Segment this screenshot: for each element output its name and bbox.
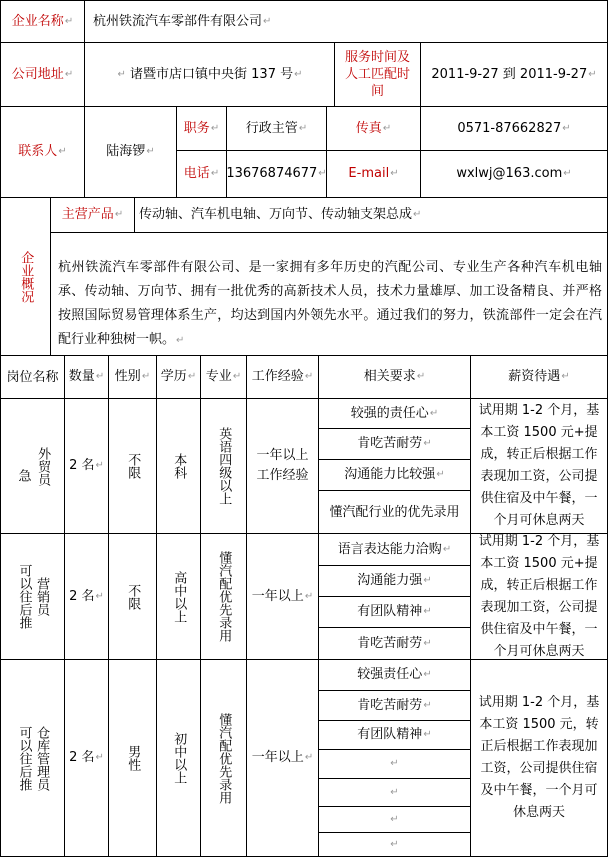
return-arrow-icon: ↵ — [141, 371, 151, 383]
value-text: 本科 — [171, 453, 187, 479]
job-experience — [247, 534, 318, 659]
return-arrow-icon: ↵ — [58, 146, 67, 158]
contact-name — [85, 107, 176, 197]
return-arrow-icon: ↵ — [187, 371, 197, 383]
label-text: 联系人 — [18, 144, 58, 160]
header-salary — [471, 356, 607, 398]
return-arrow-icon: ↵ — [382, 122, 392, 134]
label-text: 传真 — [355, 120, 382, 136]
value-text: 懂汽配优先录用 — [216, 712, 232, 804]
return-arrow-icon: ↵ — [390, 168, 399, 180]
value-text: 杭州铁流汽车零部件有限公司 — [93, 13, 263, 29]
value-text: wxlwj@163.com — [456, 166, 563, 182]
address-value — [85, 43, 334, 106]
job-experience — [247, 399, 318, 533]
job-title-cell — [1, 660, 64, 856]
job-requirement-empty — [319, 807, 470, 832]
value-text: 陆海锣 — [106, 144, 146, 160]
value-text: 0571-87662827 — [457, 120, 562, 136]
service-time-value — [421, 43, 607, 106]
job-title: 外贸员 — [35, 446, 51, 486]
return-arrow-icon: ↵ — [563, 168, 572, 180]
job-requirement — [319, 597, 470, 627]
job-title-note: 可以往后推 — [16, 725, 32, 791]
return-arrow-icon: ↵ — [423, 699, 432, 711]
job-requirement — [319, 491, 470, 533]
value-text: 2 名 — [69, 458, 95, 474]
job-requirement — [319, 566, 470, 596]
return-arrow-icon: ↵ — [390, 838, 399, 850]
value-text: 男性 — [125, 745, 141, 771]
header-education — [157, 356, 200, 398]
company-name-value — [85, 1, 607, 42]
phone-label — [177, 151, 226, 197]
return-arrow-icon: ↵ — [95, 371, 105, 383]
return-arrow-icon: ↵ — [588, 68, 597, 80]
job-major — [201, 660, 246, 856]
value-text: 初中以上 — [171, 732, 187, 784]
job-major — [201, 399, 246, 533]
job-salary — [471, 399, 607, 533]
return-arrow-icon: ↵ — [146, 146, 155, 158]
job-count — [65, 660, 108, 856]
job-salary — [471, 660, 607, 856]
requirement-text: 有团队精神 — [357, 727, 423, 743]
fax-value — [421, 107, 607, 150]
value-text: 13676874677 — [226, 166, 318, 182]
return-arrow-icon: ↵ — [390, 758, 399, 770]
value-text: 一年以上 — [251, 750, 304, 766]
products-label — [51, 198, 134, 232]
header-text: 专业 — [205, 369, 232, 385]
job-major — [201, 534, 246, 659]
value-text: 一年以上工作经验 — [256, 448, 309, 483]
return-arrow-icon: ↵ — [416, 371, 426, 383]
requirement-text: 懂汽配行业的优先录用 — [329, 504, 460, 520]
value-text: 懂汽配优先录用 — [216, 551, 232, 642]
header-text: 岗位名称 — [6, 369, 59, 385]
label-text: 主营产品 — [61, 207, 114, 223]
return-arrow-icon: ↵ — [423, 438, 432, 450]
return-arrow-icon: ↵ — [423, 669, 432, 681]
return-arrow-icon: ↵ — [442, 543, 452, 555]
return-arrow-icon: ↵ — [429, 407, 439, 419]
value-text: 一年以上 — [251, 588, 304, 604]
return-arrow-icon: ↵ — [304, 371, 314, 383]
requirement-text: 沟通能力比较强 — [344, 467, 436, 483]
return-arrow-icon: ↵ — [413, 209, 422, 221]
header-text: 薪资待遇 — [508, 369, 561, 385]
job-experience — [247, 660, 318, 856]
value-text: 传动轴、汽车机电轴、万向节、传动轴支架总成 — [139, 207, 413, 223]
return-arrow-icon: ↵ — [423, 606, 432, 618]
job-education — [157, 660, 200, 856]
job-title-cell — [1, 534, 64, 659]
value-text: 不限 — [125, 583, 141, 610]
job-title-note: 可以往后推 — [16, 564, 32, 629]
contact-label — [1, 107, 84, 197]
return-arrow-icon: ↵ — [117, 68, 126, 80]
label-text: 电话 — [183, 166, 210, 182]
overview-label — [1, 198, 50, 355]
return-arrow-icon: ↵ — [95, 460, 104, 472]
job-requirement — [319, 660, 470, 690]
header-text: 相关要求 — [363, 369, 416, 385]
value-text: 试用期 1-2 个月，基本工资 1500 元+提成，转正后根据工作表现加工资，公司提供住宿及中午餐，一个月可休息两天 — [478, 533, 600, 659]
value-text: 高中以上 — [171, 570, 187, 623]
return-arrow-icon: ↵ — [423, 729, 432, 741]
return-arrow-icon: ↵ — [95, 590, 104, 602]
label-text: 职务 — [183, 120, 210, 136]
value-text: 2011-9-27 到 2011-9-27 — [431, 66, 588, 82]
return-arrow-icon: ↵ — [232, 371, 242, 383]
fax-label — [327, 107, 420, 150]
requirement-text: 肯吃苦耐劳 — [357, 436, 423, 452]
products-value — [135, 198, 607, 232]
job-requirement — [319, 628, 470, 659]
return-arrow-icon: ↵ — [64, 68, 74, 80]
return-arrow-icon: ↵ — [114, 209, 124, 221]
requirement-text: 较强责任心 — [357, 667, 423, 683]
requirement-text: 肯吃苦耐劳 — [357, 697, 423, 713]
value-text: 行政主管 — [245, 120, 298, 136]
return-arrow-icon: ↵ — [562, 122, 571, 134]
job-requirement-empty — [319, 833, 470, 856]
return-arrow-icon: ↵ — [210, 168, 220, 180]
value-text: 试用期 1-2 个月，基本工资 1500 元，转正后根据工作表现加工资，公司提供住宿及中午餐，一个月可休息两天 — [478, 695, 600, 820]
value-text: 2 名 — [69, 750, 95, 766]
return-arrow-icon: ↵ — [64, 15, 74, 27]
header-job-title — [1, 356, 64, 398]
email-value — [421, 151, 607, 197]
return-arrow-icon: ↵ — [298, 122, 308, 134]
return-arrow-icon: ↵ — [390, 786, 399, 798]
value-text: 诸暨市店口镇中央街 137 号 — [130, 66, 294, 82]
label-text: 企业名称 — [11, 13, 64, 29]
return-arrow-icon: ↵ — [423, 637, 432, 649]
job-title-cell — [1, 399, 64, 533]
phone-value — [227, 151, 326, 197]
job-title: 仓库管理员 — [34, 725, 50, 791]
return-arrow-icon: ↵ — [210, 122, 220, 134]
value-text: 英语四级以上 — [216, 427, 232, 505]
return-arrow-icon: ↵ — [436, 469, 445, 481]
header-text: 数量 — [68, 369, 95, 385]
job-education — [157, 534, 200, 659]
position-label — [177, 107, 226, 150]
job-requirement — [319, 460, 470, 490]
job-title-note: 急 — [15, 468, 31, 482]
return-arrow-icon: ↵ — [561, 371, 570, 383]
job-gender — [109, 534, 156, 659]
value-text: 不限 — [125, 453, 141, 479]
job-gender — [109, 660, 156, 856]
header-text: 学历 — [160, 369, 187, 385]
description-text: 杭州铁流汽车零部件有限公司、是一家拥有多年历史的汽配公司、专业生产各种汽车机电轴承、传动轴、万向节、拥有一批优秀的高新技术人员，技术力量雄厚、加工设备精良、并严格按照国际贸易管理体系生产，均达到国内外领先水平。通过我们的努力，铁流部件一定会在汽配行业种独树一帜。 — [58, 260, 602, 347]
value-text: 2 名 — [69, 588, 95, 604]
header-experience — [247, 356, 318, 398]
job-education — [157, 399, 200, 533]
email-label — [327, 151, 420, 197]
value-text: 试用期 1-2 个月，基本工资 1500 元+提成，转正后根据工作表现加工资，公司提供住宿及中午餐，一个月可休息两天 — [478, 403, 600, 528]
return-arrow-icon: ↵ — [390, 813, 399, 825]
requirement-text: 沟通能力强 — [357, 573, 423, 589]
job-requirement — [319, 534, 470, 565]
header-text: 工作经验 — [251, 369, 304, 385]
requirement-text: 较强的责任心 — [350, 405, 429, 421]
label-text: 企业概况 — [18, 250, 34, 303]
job-count — [65, 399, 108, 533]
requirement-text: 有团队精神 — [357, 604, 423, 620]
requirement-text: 语言表达能力洽购 — [337, 541, 442, 557]
header-count — [65, 356, 108, 398]
job-gender — [109, 399, 156, 533]
company-name-label — [1, 1, 84, 42]
return-arrow-icon: ↵ — [95, 752, 104, 764]
requirement-text: 肯吃苦耐劳 — [357, 635, 423, 651]
label-text: E-mail — [348, 166, 390, 182]
header-gender — [109, 356, 156, 398]
job-salary — [471, 534, 607, 659]
header-text: 性别 — [114, 369, 141, 385]
return-arrow-icon: ↵ — [318, 168, 327, 180]
label-text: 公司地址 — [11, 66, 64, 82]
header-major — [201, 356, 246, 398]
job-title: 营销员 — [34, 577, 50, 616]
service-time-label — [335, 43, 420, 106]
job-requirement — [319, 429, 470, 459]
return-arrow-icon: ↵ — [294, 68, 303, 80]
return-arrow-icon: ↵ — [304, 590, 314, 602]
return-arrow-icon: ↵ — [304, 752, 314, 764]
position-value — [227, 107, 326, 150]
company-description — [58, 256, 602, 353]
job-requirement — [319, 399, 470, 428]
job-requirement-empty — [319, 750, 470, 778]
return-arrow-icon: ↵ — [176, 335, 185, 346]
header-requirements — [319, 356, 470, 398]
return-arrow-icon: ↵ — [263, 15, 272, 27]
job-count — [65, 534, 108, 659]
job-requirement-empty — [319, 779, 470, 806]
job-requirement — [319, 691, 470, 720]
label-text: 服务时间及人工匹配时间 — [344, 50, 410, 99]
job-requirement — [319, 721, 470, 749]
return-arrow-icon: ↵ — [423, 575, 432, 587]
address-label — [1, 43, 84, 106]
